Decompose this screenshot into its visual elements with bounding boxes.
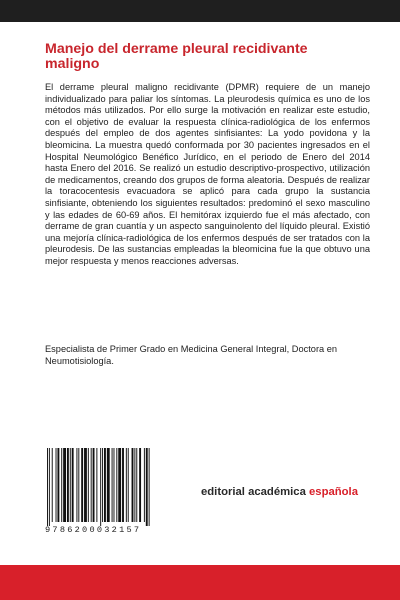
isbn-barcode bbox=[45, 448, 180, 526]
book-title: Manejo del derrame pleural recidivante maligno bbox=[45, 41, 308, 72]
isbn-number: 9786200032157 bbox=[45, 525, 142, 535]
publisher-name: editorial académica bbox=[201, 486, 309, 498]
top-band bbox=[0, 0, 400, 22]
barcode-graphic bbox=[45, 448, 180, 526]
publisher-name-accent: española bbox=[309, 486, 358, 498]
publisher-logo bbox=[201, 486, 381, 498]
author-bio: Especialista de Primer Grado en Medicina General Integral, Doctora en Neumotisiología. bbox=[45, 344, 338, 366]
book-abstract: El derrame pleural maligno recidivante (DPMR) requiere de un manejo individualizado para paliar los síntomas. La pleurodesis química es uno de los métodos más utilizados. Por ello surge la motivación en realizar este estudio, con el objetivo de evaluar la respuesta clínica-radiológica de los enfermos después del empleo de dos agentes sinfisiantes: La yodo povidona y la bleomicina. La muestra quedó conformada por 30 pacientes ingresados en el Hospital Neumológico Benéfico Jurídico, en el periodo de Enero del 2014 hasta Enero del 2016. Se realizó un estudio descriptivo-prospectivo, utilización de medicamentos, creando dos grupos de forma aleatoria. Después de realizar la toracocentesis evacuadora se aplicó para cada grupo la sustancia sinfisiante, obteniendo los siguientes resultados: predominó el sexo masculino y las edades de 60-69 años. El hemitórax izquierdo fue el más afectado, con derrame de gran cuantía y un aspecto sanguinolento del líquido pleural. Existió una mejoría clínica-radiológica de los enfermos después de ser tratados con la pleurodesis. De las sustancias empleadas la bleomicina fue la que obtuvo una mejor respuesta y menos reacciones adversas. bbox=[45, 82, 370, 266]
bottom-band bbox=[0, 565, 400, 600]
